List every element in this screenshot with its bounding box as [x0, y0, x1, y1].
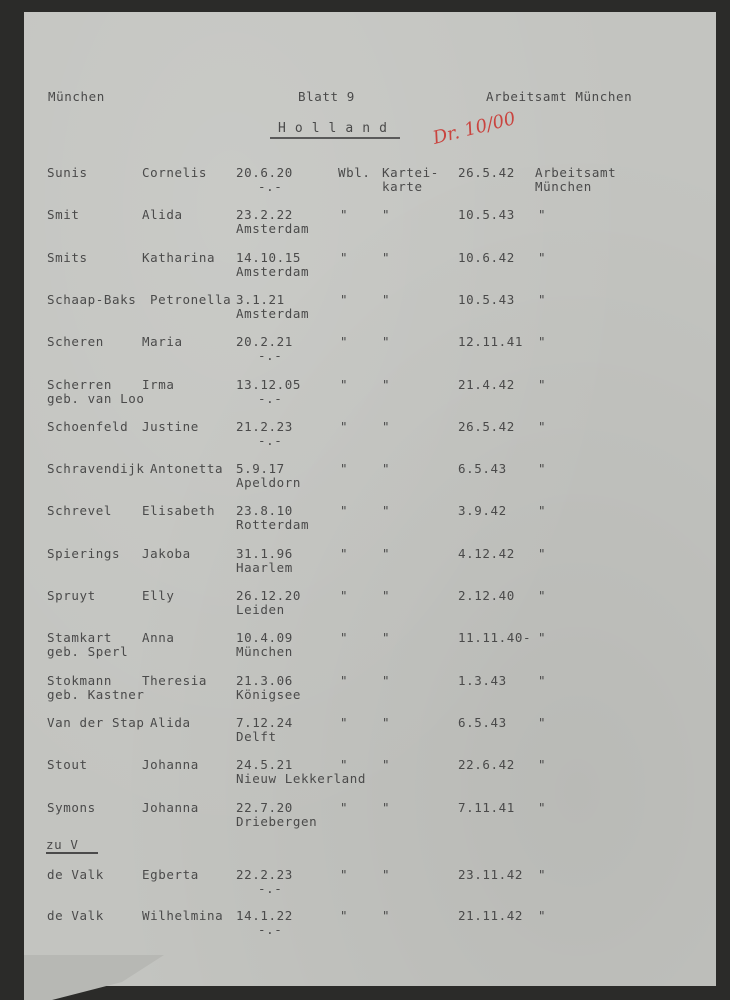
office: " [538, 757, 547, 773]
entry-date: 21.4.42 [458, 376, 515, 392]
kartei: Kartei- [382, 165, 439, 180]
office: " [538, 588, 547, 603]
entry-date: 26.5.42 [458, 418, 515, 434]
office-line2: München [535, 179, 592, 194]
kartei: " [382, 461, 391, 477]
birth-date: 14.1.22 [236, 908, 293, 923]
office: Arbeitsamt [535, 165, 617, 180]
office: " [538, 503, 547, 519]
birth-place: -.- [258, 432, 283, 448]
birth-place: Amsterdam [236, 221, 310, 237]
maiden-name: geb. Sperl [47, 644, 129, 660]
handwritten-mark: Dr. 10/00 [430, 108, 518, 149]
wbl: " [340, 908, 349, 923]
header-page: Blatt 9 [298, 89, 355, 104]
birth-date: 20.6.20 [236, 165, 293, 180]
section-title: H o l l a n d [278, 121, 388, 136]
birth-place: -.- [258, 179, 283, 194]
birth-date: 5.9.17 [236, 461, 285, 477]
wbl: " [340, 207, 349, 223]
surname: Schravendijk [47, 461, 145, 477]
surname: Sunis [47, 165, 88, 180]
birth-place: -.- [258, 922, 283, 937]
office: " [538, 334, 547, 350]
surname: Symons [47, 799, 96, 815]
birth-place: Delft [236, 728, 277, 744]
entry-date: 12.11.41 [458, 334, 524, 350]
birth-date: 13.12.05 [236, 376, 302, 392]
surname: Stamkart [47, 630, 113, 646]
birth-place: Haarlem [236, 559, 293, 575]
surname: de Valk [47, 867, 104, 882]
kartei: " [382, 418, 391, 434]
kartei: " [382, 714, 391, 730]
birth-date: 21.3.06 [236, 672, 293, 688]
office: " [538, 799, 547, 815]
maiden-name: geb. Kastner [47, 686, 145, 702]
wbl: " [340, 291, 349, 307]
entry-date: 22.6.42 [458, 757, 515, 773]
surname: Smits [47, 249, 88, 265]
wbl: " [340, 630, 349, 646]
wbl: " [340, 799, 349, 815]
surname: Schrevel [47, 503, 113, 519]
first-name: Theresia [142, 672, 208, 688]
wbl: " [340, 249, 349, 265]
surname: de Valk [47, 908, 104, 923]
first-name: Justine [142, 418, 199, 434]
first-name: Petronella [150, 291, 232, 307]
birth-date: 22.2.23 [236, 867, 293, 882]
office: " [538, 291, 547, 307]
entry-date: 26.5.42 [458, 165, 515, 180]
entry-date: 7.11.41 [458, 799, 515, 815]
entry-date: 2.12.40 [458, 588, 515, 603]
kartei: " [382, 867, 391, 882]
wbl: " [340, 545, 349, 561]
birth-place: Driebergen [236, 813, 318, 829]
birth-date: 23.2.22 [236, 207, 293, 223]
kartei: " [382, 291, 391, 307]
first-name: Johanna [142, 757, 199, 773]
kartei: " [382, 376, 391, 392]
office: " [538, 376, 547, 392]
birth-date: 23.8.10 [236, 503, 293, 519]
kartei: " [382, 908, 391, 923]
birth-date: 22.7.20 [236, 799, 293, 815]
document-page [24, 12, 716, 986]
subheading-underline [46, 852, 98, 854]
wbl: " [340, 503, 349, 519]
entry-date: 1.3.43 [458, 672, 507, 688]
entry-date: 21.11.42 [458, 908, 524, 923]
wbl: " [340, 588, 349, 603]
birth-place: Königsee [236, 686, 302, 702]
kartei: " [382, 757, 391, 773]
birth-place: Amsterdam [236, 263, 310, 279]
first-name: Cornelis [142, 165, 208, 180]
birth-date: 21.2.23 [236, 418, 293, 434]
first-name: Antonetta [150, 461, 224, 477]
birth-place: -.- [258, 348, 283, 364]
header-office: Arbeitsamt München [486, 89, 633, 104]
birth-date: 20.2.21 [236, 334, 293, 350]
entry-date: 6.5.43 [458, 461, 507, 477]
section-subheading: zu V [46, 837, 79, 852]
office: " [538, 418, 547, 434]
entry-date: 10.5.43 [458, 291, 515, 307]
birth-date: 31.1.96 [236, 545, 293, 561]
surname: Van der Stap [47, 714, 145, 730]
first-name: Irma [142, 376, 175, 392]
surname: Schaap-Baks [47, 291, 137, 307]
wbl: " [340, 714, 349, 730]
entry-date: 10.5.43 [458, 207, 515, 223]
office: " [538, 908, 547, 923]
maiden-name: geb. van Loo [47, 390, 145, 406]
office: " [538, 461, 547, 477]
entry-date: 23.11.42 [458, 867, 524, 882]
wbl: " [340, 376, 349, 392]
first-name: Elly [142, 588, 175, 603]
office: " [538, 630, 547, 646]
birth-date: 7.12.24 [236, 714, 293, 730]
birth-date: 10.4.09 [236, 630, 293, 646]
office: " [538, 545, 547, 561]
birth-place: Nieuw Lekkerland [236, 771, 367, 787]
kartei: " [382, 249, 391, 265]
birth-place: Amsterdam [236, 305, 310, 321]
first-name: Anna [142, 630, 175, 646]
kartei: " [382, 545, 391, 561]
first-name: Egberta [142, 867, 199, 882]
entry-date: 6.5.43 [458, 714, 507, 730]
wbl: " [340, 418, 349, 434]
kartei-line2: karte [382, 179, 423, 194]
wbl: " [340, 672, 349, 688]
wbl: " [340, 757, 349, 773]
kartei: " [382, 207, 391, 223]
surname: Scherren [47, 376, 113, 392]
first-name: Elisabeth [142, 503, 216, 519]
surname: Spierings [47, 545, 121, 561]
kartei: " [382, 799, 391, 815]
kartei: " [382, 588, 391, 603]
entry-date: 3.9.42 [458, 503, 507, 519]
birth-place: Leiden [236, 602, 285, 617]
first-name: Alida [142, 207, 183, 223]
first-name: Katharina [142, 249, 216, 265]
surname: Smit [47, 207, 80, 223]
first-name: Wilhelmina [142, 908, 224, 923]
birth-date: 24.5.21 [236, 757, 293, 773]
entry-date: 4.12.42 [458, 545, 515, 561]
kartei: " [382, 334, 391, 350]
birth-place: Rotterdam [236, 517, 310, 533]
kartei: " [382, 672, 391, 688]
birth-date: 26.12.20 [236, 588, 302, 603]
entry-date: 11.11.40- [458, 630, 532, 646]
wbl: " [340, 867, 349, 882]
surname: Schoenfeld [47, 418, 129, 434]
surname: Stout [47, 757, 88, 773]
kartei: " [382, 503, 391, 519]
wbl: " [340, 461, 349, 477]
header-city: München [48, 89, 105, 104]
office: " [538, 867, 547, 882]
surname: Stokmann [47, 672, 113, 688]
birth-place: München [236, 644, 293, 660]
first-name: Alida [150, 714, 191, 730]
kartei: " [382, 630, 391, 646]
entry-date: 10.6.42 [458, 249, 515, 265]
first-name: Johanna [142, 799, 199, 815]
surname: Scheren [47, 334, 104, 350]
first-name: Jakoba [142, 545, 191, 561]
first-name: Maria [142, 334, 183, 350]
office: " [538, 714, 547, 730]
birth-date: 14.10.15 [236, 249, 302, 265]
office: " [538, 207, 547, 223]
wbl: Wbl. [338, 165, 371, 180]
birth-place: -.- [258, 881, 283, 896]
birth-place: -.- [258, 390, 283, 406]
office: " [538, 249, 547, 265]
surname: Spruyt [47, 588, 96, 603]
birth-place: Apeldorn [236, 475, 302, 491]
wbl: " [340, 334, 349, 350]
office: " [538, 672, 547, 688]
birth-date: 3.1.21 [236, 291, 285, 307]
title-underline [270, 137, 400, 139]
